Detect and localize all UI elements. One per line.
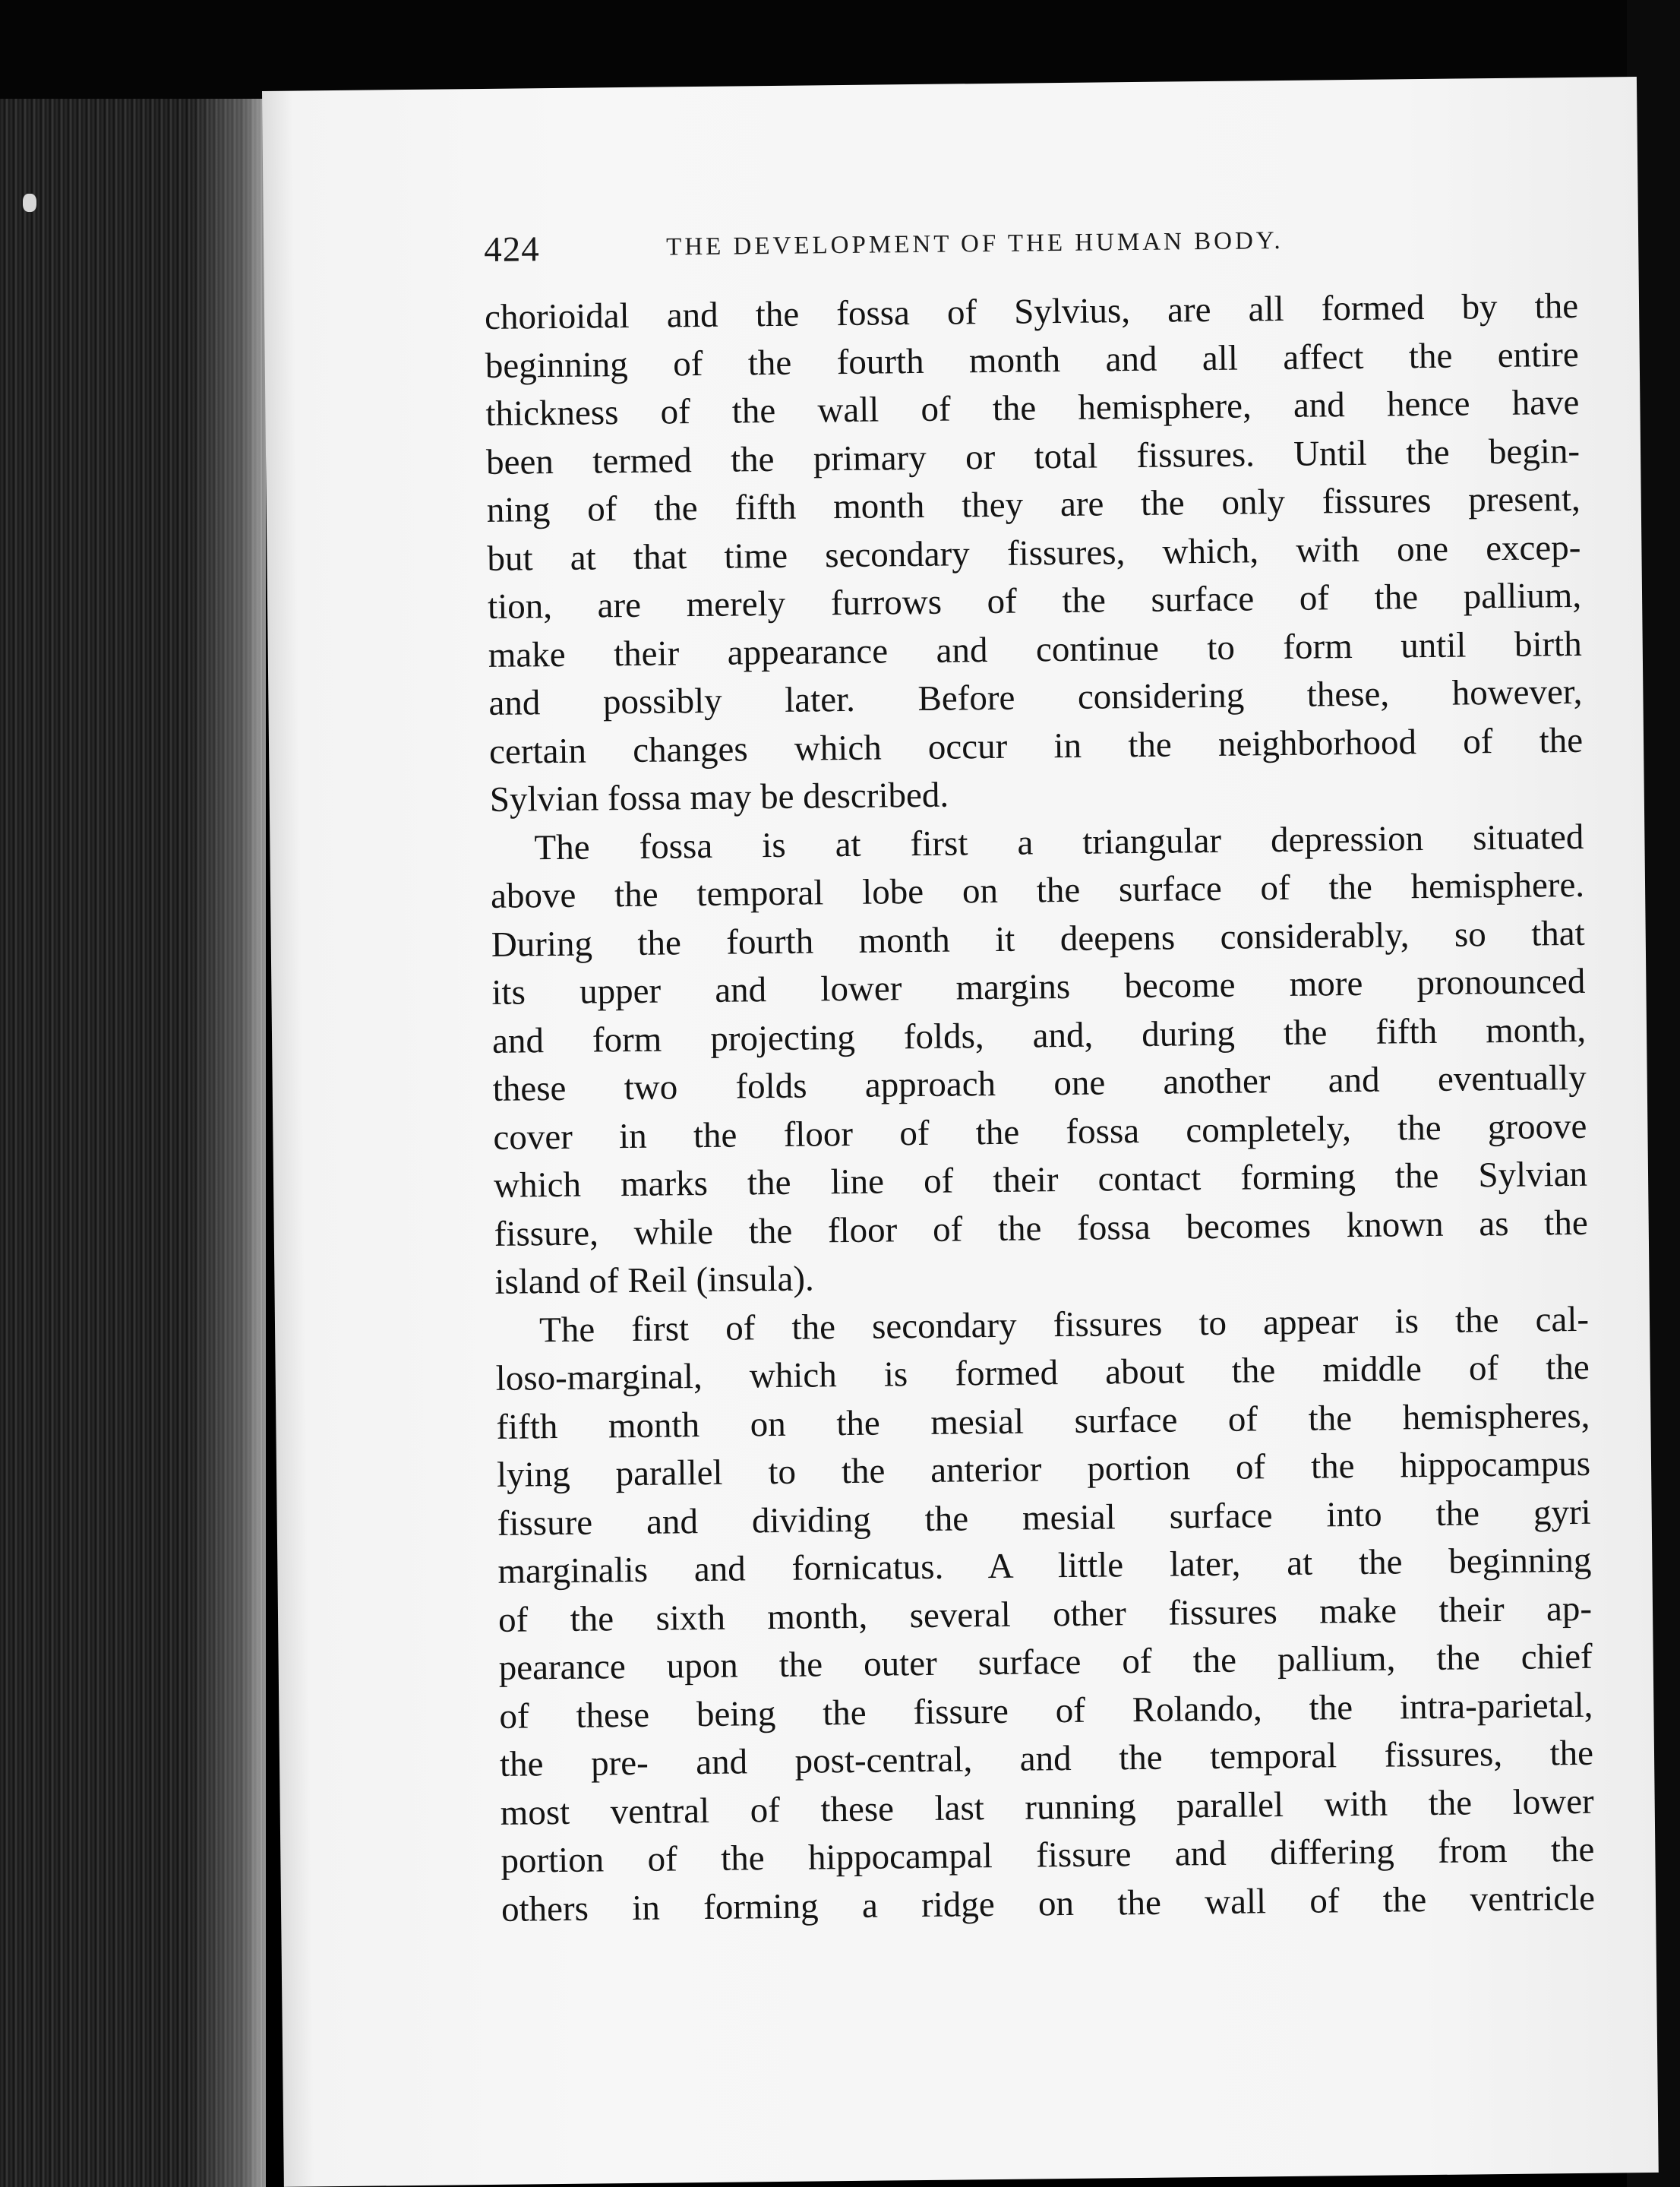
text-line: loso-marginal, which is formed about the middle of the <box>495 1347 1590 1398</box>
text-line: fifth month on the mesial surface of the hemispheres, <box>496 1395 1590 1447</box>
text-line: most ventral of these last running parallel with the lower <box>500 1781 1594 1833</box>
page-number: 424 <box>483 229 540 270</box>
text-line: thickness of the wall of the hemisphere, and hence have <box>485 382 1580 434</box>
text-line: The first of the secondary fissures to appear is the cal- <box>538 1299 1590 1350</box>
text-line: certain changes which occur in the neighborhood of the <box>488 720 1584 772</box>
text-line: Sylvian fossa may be described. <box>489 775 949 820</box>
text-line: tion, are merely furrows of the surface of the pallium, <box>487 575 1582 627</box>
book-edge-shade <box>190 99 266 2187</box>
text-line: portion of the hippocampal fissure and differing from the <box>501 1829 1595 1881</box>
text-line: make their appearance and continue to form until birth <box>488 624 1582 675</box>
scan-artifact-mark <box>23 194 36 212</box>
text-line: above the temporal lobe on the surface of the hemisphere. <box>490 864 1585 916</box>
text-line: lying parallel to the anterior portion of the hippocampus <box>496 1443 1591 1495</box>
text-line: island of Reil (insula). <box>494 1259 815 1302</box>
text-line: these two folds approach one another and eventually <box>492 1057 1587 1109</box>
body-text <box>485 283 1596 1934</box>
text-line: its upper and lower margins become more pronounced <box>491 961 1586 1013</box>
text-line: ning of the fifth month they are the only fissures present, <box>486 479 1581 530</box>
text-line: others in forming a ridge on the wall of the ventricle <box>501 1878 1596 1929</box>
text-line: of the sixth month, several other fissures make their ap- <box>497 1588 1593 1640</box>
book-page <box>262 77 1659 2187</box>
text-line: The fossa is at first a triangular depression situated <box>534 817 1584 868</box>
page-header <box>484 218 1593 283</box>
text-line: pearance upon the outer surface of the pallium, the chief <box>498 1636 1593 1688</box>
text-line: and form projecting folds, and, during the fifth month, <box>491 1010 1587 1061</box>
text-line: During the fourth month it deepens considerably, so that <box>491 913 1585 965</box>
text-line: chorioidal and the fossa of Sylvius, are all formed by the <box>484 286 1579 337</box>
text-line: marginalis and fornicatus. A little later, at the beginning <box>497 1540 1592 1591</box>
text-line: but at that time secondary fissures, which, with one excep- <box>487 527 1581 579</box>
text-line: and possibly later. Before considering these, however, <box>488 672 1583 723</box>
text-line: fissure and dividing the mesial surface into the gyri <box>497 1492 1591 1544</box>
text-line: of these being the fissure of Rolando, the intra-parietal, <box>499 1685 1593 1737</box>
text-line: beginning of the fourth month and all affect the entire <box>485 334 1579 386</box>
text-line: the pre- and post-central, and the temporal fissures, the <box>499 1733 1594 1784</box>
text-line: been termed the primary or total fissures. Until the begin- <box>485 431 1581 482</box>
running-title: THE DEVELOPMENT OF THE HUMAN BODY. <box>665 226 1284 261</box>
text-line: cover in the floor of the fossa completely, the groove <box>493 1106 1587 1158</box>
text-line: which marks the line of their contact forming the Sylvian <box>493 1154 1588 1206</box>
text-line: fissure, while the floor of the fossa becomes known as the <box>494 1203 1588 1254</box>
